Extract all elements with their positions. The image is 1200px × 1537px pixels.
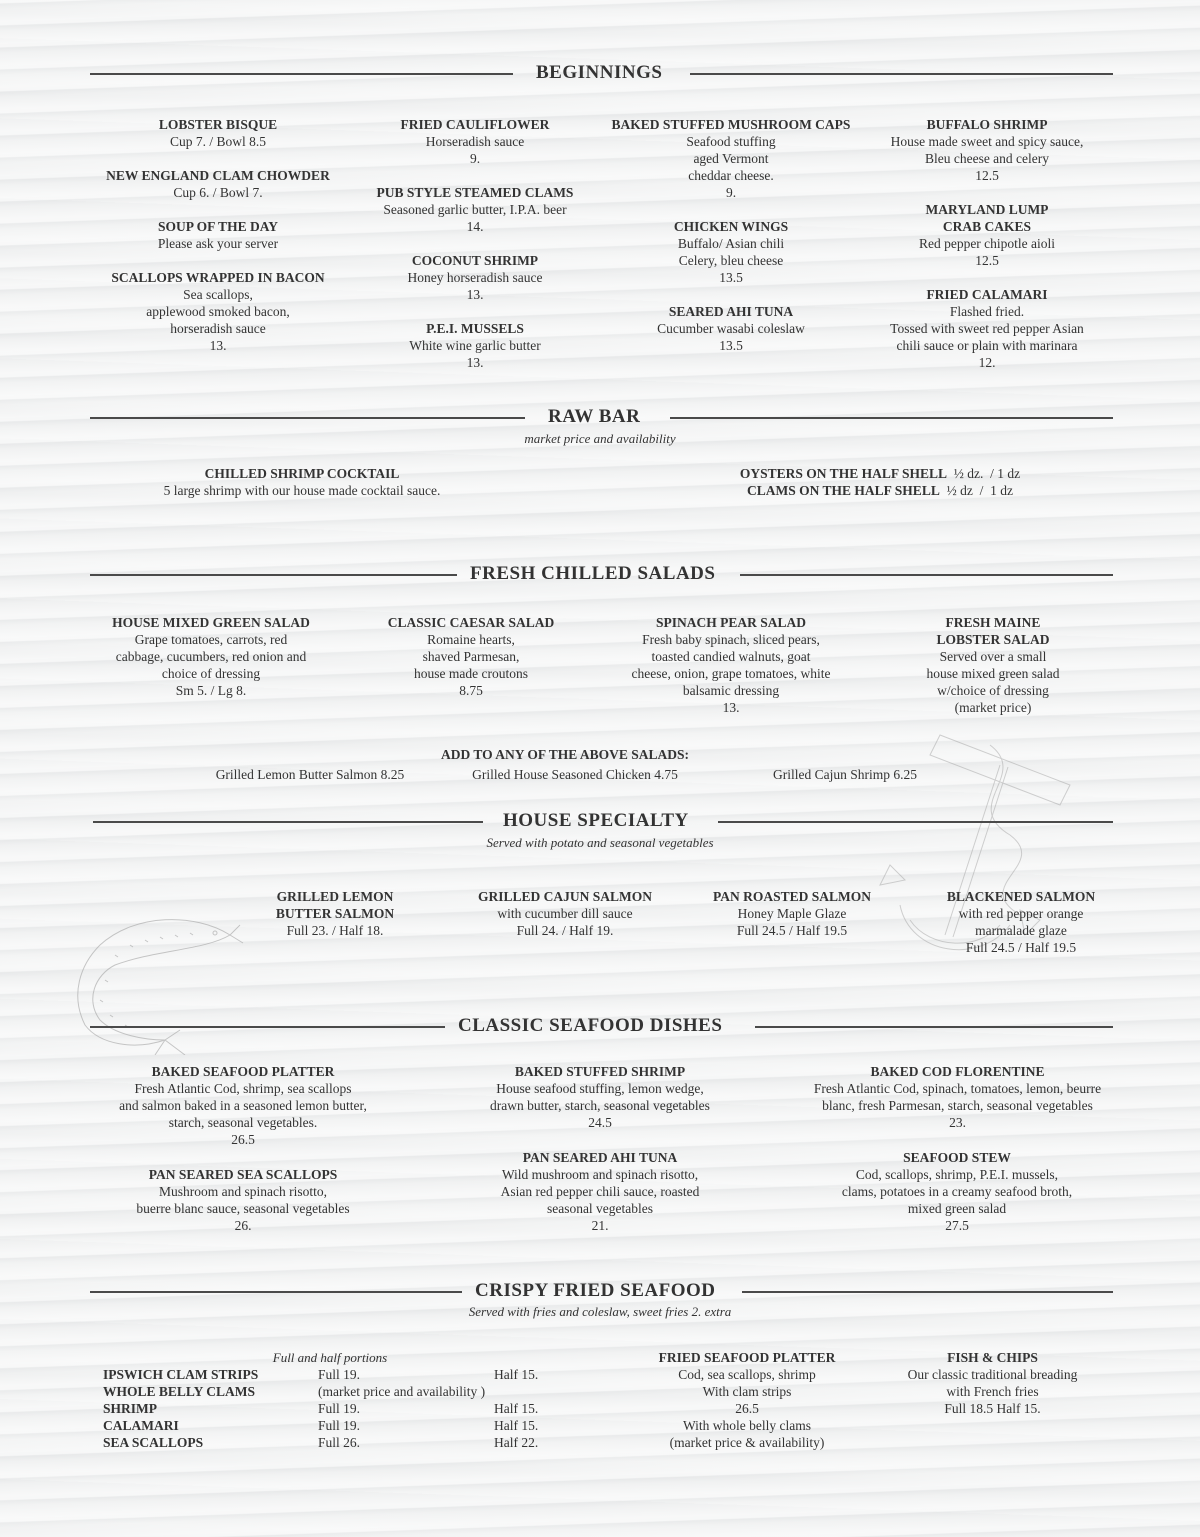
- item-desc: toasted candied walnuts, goat: [651, 649, 811, 664]
- item-name: BAKED SEAFOOD PLATTER: [151, 1064, 335, 1079]
- item-name: FRIED SEAFOOD PLATTER: [658, 1350, 836, 1365]
- salad-item: [88, 614, 334, 699]
- item-desc: Red pepper chipotle aioli: [918, 236, 1056, 251]
- item-desc: buerre blanc sauce, seasonal vegetables: [136, 1201, 350, 1216]
- item-price: 8.75: [459, 683, 483, 698]
- item-price: 23.: [949, 1115, 966, 1130]
- item-price: 26.: [234, 1218, 252, 1233]
- item-name: NEW ENGLAND CLAM CHOWDER: [106, 168, 330, 183]
- heading-rule-left: [90, 574, 457, 576]
- item-price: 13.5: [719, 270, 743, 285]
- item-desc: With whole belly clams: [682, 1418, 812, 1433]
- item-price: 24.5: [588, 1115, 612, 1130]
- menu-item: [88, 167, 348, 201]
- heading-rule-right: [670, 417, 1113, 419]
- item-name: SEARED AHI TUNA: [668, 304, 794, 319]
- item-name: CLASSIC CAESAR SALAD: [387, 615, 555, 630]
- item-desc: horseradish sauce: [170, 321, 266, 336]
- item-desc: marmalade glaze: [975, 923, 1067, 938]
- classic-item: [455, 1063, 745, 1131]
- item-name: COCONUT SHRIMP: [411, 253, 539, 268]
- item-name: HOUSE MIXED GREEN SALAD: [112, 615, 310, 630]
- salad-item: [361, 614, 581, 699]
- item-desc: House made sweet and spicy sauce,: [890, 134, 1084, 149]
- heading-rule-left: [93, 821, 483, 823]
- item-price: 21.: [591, 1218, 609, 1233]
- item-desc: starch, seasonal vegetables.: [168, 1115, 318, 1130]
- heading-rule-right: [690, 73, 1113, 75]
- table-row: [103, 1400, 573, 1417]
- heading-rule-right: [718, 821, 1113, 823]
- item-desc: clams, potatoes in a creamy seafood broth,: [841, 1184, 1073, 1199]
- item-price: 13.: [466, 287, 484, 302]
- item-name: GRILLED CAJUN SALMON: [477, 889, 653, 904]
- item-name: PAN SEARED SEA SCALLOPS: [148, 1167, 338, 1182]
- item-desc: (market price & availability): [669, 1435, 825, 1450]
- classic-item: [785, 1063, 1130, 1131]
- item-desc: drawn butter, starch, seasonal vegetables: [490, 1098, 710, 1113]
- menu-item: [862, 201, 1112, 269]
- beginnings-col2: [355, 116, 595, 371]
- heading-rule-left: [90, 73, 513, 75]
- item-price: Sm 5. / Lg 8.: [175, 683, 247, 698]
- item-price: 26.5: [735, 1401, 759, 1416]
- item-name: IPSWICH CLAM STRIPS: [103, 1367, 259, 1382]
- classic-seafood-heading: CLASSIC SEAFOOD DISHES: [458, 1015, 723, 1036]
- salad-item: [876, 614, 1110, 716]
- item-price: ½ dz. / 1 dz: [946, 466, 1021, 481]
- specialty-item: [240, 888, 430, 939]
- item-desc: House seafood stuffing, lemon wedge,: [496, 1081, 704, 1096]
- full-price: (market price and availability ): [318, 1384, 486, 1399]
- item-name: BUTTER SALMON: [275, 906, 395, 921]
- classic-item: [98, 1166, 388, 1234]
- item-desc: mixed green salad: [907, 1201, 1007, 1216]
- menu-item: [355, 184, 595, 235]
- item-price: 13.: [722, 700, 740, 715]
- item-price: 9.: [469, 151, 481, 166]
- item-name: FRIED CAULIFLOWER: [400, 117, 550, 132]
- item-name: LOBSTER SALAD: [936, 632, 1050, 647]
- item-desc: applewood smoked bacon,: [146, 304, 290, 319]
- menu-item: [700, 465, 1060, 482]
- item-desc: Wild mushroom and spinach risotto,: [501, 1167, 699, 1182]
- item-desc: blanc, fresh Parmesan, starch, seasonal vegetables: [822, 1098, 1093, 1113]
- item-desc: chili sauce or plain with marinara: [896, 338, 1078, 353]
- full-price: Full 19.: [318, 1418, 361, 1433]
- item-name: PAN ROASTED SALMON: [712, 889, 871, 904]
- item-price: 13.: [466, 355, 484, 370]
- item-name: SEA SCALLOPS: [103, 1435, 204, 1450]
- item-price: 27.5: [945, 1218, 969, 1233]
- item-desc: seasonal vegetables: [546, 1201, 654, 1216]
- addons-title: ADD TO ANY OF THE ABOVE SALADS:: [440, 747, 690, 762]
- menu-item: [355, 320, 595, 371]
- heading-rule-left: [90, 1291, 462, 1293]
- salad-addon: Grilled Lemon Butter Salmon 8.25: [215, 767, 405, 782]
- item-desc: with cucumber dill sauce: [497, 906, 633, 921]
- item-name: PAN SEARED AHI TUNA: [522, 1150, 678, 1165]
- item-name: LOBSTER BISQUE: [158, 117, 278, 132]
- item-desc: with French fries: [946, 1384, 1039, 1399]
- menu-item: [601, 218, 861, 286]
- item-price: ½ dz / 1 dz: [939, 483, 1013, 498]
- item-price: Full 24.5 / Half 19.5: [965, 940, 1077, 955]
- item-desc: w/choice of dressing: [937, 683, 1049, 698]
- item-desc: Celery, bleu cheese: [678, 253, 784, 268]
- beginnings-col3: [601, 116, 861, 354]
- item-desc: Seasoned garlic butter, I.P.A. beer: [383, 202, 567, 217]
- item-name: GRILLED LEMON: [276, 889, 394, 904]
- heading-rule-right: [755, 1026, 1113, 1028]
- fried-seafood-subtitle: Served with fries and coleslaw, sweet fries 2. extra: [468, 1304, 732, 1319]
- item-name: P.E.I. MUSSELS: [426, 321, 524, 336]
- menu-item: [355, 116, 595, 167]
- heading-rule-left: [90, 1026, 445, 1028]
- item-price: 13.5: [719, 338, 743, 353]
- item-desc: Served over a small: [939, 649, 1047, 664]
- table-row: [103, 1417, 573, 1434]
- item-name: CHICKEN WINGS: [673, 219, 789, 234]
- salad-addon: Grilled House Seasoned Chicken 4.75: [472, 767, 678, 782]
- item-price: (market price): [954, 700, 1032, 715]
- raw-bar-heading: RAW BAR: [548, 406, 641, 427]
- item-desc: White wine garlic butter: [409, 338, 541, 353]
- item-desc: cheese, onion, grape tomatoes, white: [631, 666, 831, 681]
- item-desc: with red pepper orange: [958, 906, 1084, 921]
- item-desc: With clam strips: [702, 1384, 792, 1399]
- specialty-item: [921, 888, 1121, 956]
- item-name: FRIED CALAMARI: [926, 287, 1048, 302]
- item-name: PUB STYLE STEAMED CLAMS: [376, 185, 574, 200]
- beginnings-heading: BEGINNINGS: [536, 62, 663, 83]
- item-desc: Fresh Atlantic Cod, spinach, tomatoes, lemon, beurre: [813, 1081, 1102, 1096]
- item-desc: balsamic dressing: [682, 683, 780, 698]
- item-desc: Romaine hearts,: [427, 632, 515, 647]
- specialty-item: [692, 888, 892, 939]
- portions-note: Full and half portions: [272, 1350, 388, 1365]
- item-desc: Grape tomatoes, carrots, red: [134, 632, 288, 647]
- raw-bar-left: [102, 465, 502, 499]
- item-price: 12.5: [975, 168, 999, 183]
- house-specialty-heading: HOUSE SPECIALTY: [503, 810, 689, 831]
- menu-item: [601, 116, 861, 201]
- item-desc: 5 large shrimp with our house made cocktail sauce.: [163, 483, 441, 498]
- item-desc: Honey Maple Glaze: [737, 906, 847, 921]
- item-price: Full 18.5 Half 15.: [944, 1401, 1041, 1416]
- item-name: CLAMS ON THE HALF SHELL: [747, 483, 940, 498]
- item-price: 14.: [466, 219, 484, 234]
- item-name: SPINACH PEAR SALAD: [655, 615, 807, 630]
- full-price: Full 19.: [318, 1401, 361, 1416]
- menu-item: [355, 252, 595, 303]
- item-name: WHOLE BELLY CLAMS: [103, 1384, 256, 1399]
- item-desc: Cup 6. / Bowl 7.: [173, 185, 263, 200]
- full-price: Full 19.: [318, 1367, 361, 1382]
- item-name: SCALLOPS WRAPPED IN BACON: [111, 270, 325, 285]
- menu-item: [862, 286, 1112, 371]
- full-price: Full 26.: [318, 1435, 361, 1450]
- menu-item: [601, 303, 861, 354]
- raw-bar-subtitle: market price and availability: [524, 431, 676, 446]
- item-desc: Cod, scallops, shrimp, P.E.I. mussels,: [855, 1167, 1059, 1182]
- item-desc: cheddar cheese.: [688, 168, 774, 183]
- item-desc: Buffalo/ Asian chili: [677, 236, 785, 251]
- item-desc: Mushroom and spinach risotto,: [159, 1184, 327, 1199]
- item-desc: Our classic traditional breading: [907, 1367, 1078, 1382]
- item-name: SEAFOOD STEW: [903, 1150, 1011, 1165]
- item-desc: house made croutons: [414, 666, 528, 681]
- salads-heading: FRESH CHILLED SALADS: [470, 563, 716, 584]
- table-row: [103, 1383, 573, 1400]
- fried-seafood-heading: CRISPY FRIED SEAFOOD: [475, 1280, 716, 1301]
- item-desc: Honey horseradish sauce: [407, 270, 543, 285]
- classic-item: [88, 1063, 398, 1148]
- item-desc: Flashed fried.: [949, 304, 1025, 319]
- menu-item: [700, 482, 1060, 499]
- item-name: MARYLAND LUMP: [925, 202, 1049, 217]
- item-price: 12.: [978, 355, 996, 370]
- item-name: SOUP OF THE DAY: [158, 219, 278, 234]
- specialty-item: [455, 888, 675, 939]
- item-name: BAKED STUFFED SHRIMP: [514, 1064, 686, 1079]
- item-desc: cabbage, cucumbers, red onion and: [115, 649, 307, 664]
- trout-fish-icon: [55, 905, 245, 1055]
- salad-addons-title: [400, 746, 730, 763]
- raw-bar-right: [700, 465, 1060, 499]
- item-name: BLACKENED SALMON: [946, 889, 1096, 904]
- item-desc: Asian red pepper chili sauce, roasted: [500, 1184, 700, 1199]
- item-desc: Cucumber wasabi coleslaw: [657, 321, 805, 336]
- fried-platter: [637, 1349, 857, 1451]
- item-price: 12.5: [975, 253, 999, 268]
- salad-addon: Grilled Cajun Shrimp 6.25: [773, 767, 917, 782]
- item-name: CRAB CAKES: [942, 219, 1032, 234]
- item-desc: Seafood stuffing: [686, 134, 776, 149]
- house-specialty-subtitle: Served with potato and seasonal vegetables: [486, 835, 714, 850]
- heading-rule-right: [740, 574, 1113, 576]
- beginnings-col1: [88, 116, 348, 354]
- item-name: CHILLED SHRIMP COCKTAIL: [204, 466, 400, 481]
- heading-rule-left: [90, 417, 525, 419]
- item-desc: shaved Parmesan,: [422, 649, 520, 664]
- item-desc: and salmon baked in a seasoned lemon butter,: [119, 1098, 367, 1113]
- half-price: Half 15.: [494, 1418, 539, 1433]
- fried-portions-table: [103, 1366, 573, 1451]
- half-price: Half 15.: [494, 1401, 539, 1416]
- item-price: 9.: [725, 185, 737, 200]
- item-desc: Sea scallops,: [183, 287, 253, 302]
- menu-item: [88, 269, 348, 354]
- beginnings-col4: [862, 116, 1112, 371]
- item-desc: Please ask your server: [157, 236, 279, 251]
- classic-item: [465, 1149, 735, 1234]
- item-desc: Cup 7. / Bowl 8.5: [169, 134, 266, 149]
- salad-item: [601, 614, 861, 716]
- item-desc: aged Vermont: [693, 151, 769, 166]
- item-desc: Fresh Atlantic Cod, shrimp, sea scallops: [134, 1081, 352, 1096]
- item-price: Full 24. / Half 19.: [516, 923, 614, 938]
- item-price: 13.: [209, 338, 227, 353]
- item-desc: choice of dressing: [161, 666, 261, 681]
- item-desc: Cod, sea scallops, shrimp: [678, 1367, 816, 1382]
- item-name: SHRIMP: [103, 1401, 157, 1416]
- item-name: FISH & CHIPS: [947, 1350, 1038, 1365]
- menu-item: [862, 116, 1112, 184]
- item-desc: house mixed green salad: [926, 666, 1060, 681]
- classic-item: [812, 1149, 1102, 1234]
- item-name: FRESH MAINE: [945, 615, 1041, 630]
- item-desc: Tossed with sweet red pepper Asian: [890, 321, 1084, 336]
- item-desc: Fresh baby spinach, sliced pears,: [642, 632, 820, 647]
- item-price: Full 23. / Half 18.: [286, 923, 384, 938]
- item-name: CALAMARI: [103, 1418, 179, 1433]
- item-desc: Horseradish sauce: [425, 134, 525, 149]
- item-price: Full 24.5 / Half 19.5: [736, 923, 848, 938]
- item-price: 26.5: [231, 1132, 255, 1147]
- item-name: BAKED STUFFED MUSHROOM CAPS: [611, 117, 851, 132]
- table-row: [103, 1366, 573, 1383]
- menu-item: [88, 218, 348, 252]
- half-price: Half 15.: [494, 1367, 539, 1382]
- heading-rule-right: [742, 1291, 1113, 1293]
- half-price: Half 22.: [494, 1435, 539, 1450]
- item-name: BAKED COD FLORENTINE: [870, 1064, 1045, 1079]
- item-name: OYSTERS ON THE HALF SHELL: [739, 466, 947, 481]
- item-desc: Bleu cheese and celery: [924, 151, 1050, 166]
- item-name: BUFFALO SHRIMP: [926, 117, 1048, 132]
- table-row: [103, 1434, 573, 1451]
- fish-and-chips: [880, 1349, 1105, 1417]
- menu-item: [88, 116, 348, 150]
